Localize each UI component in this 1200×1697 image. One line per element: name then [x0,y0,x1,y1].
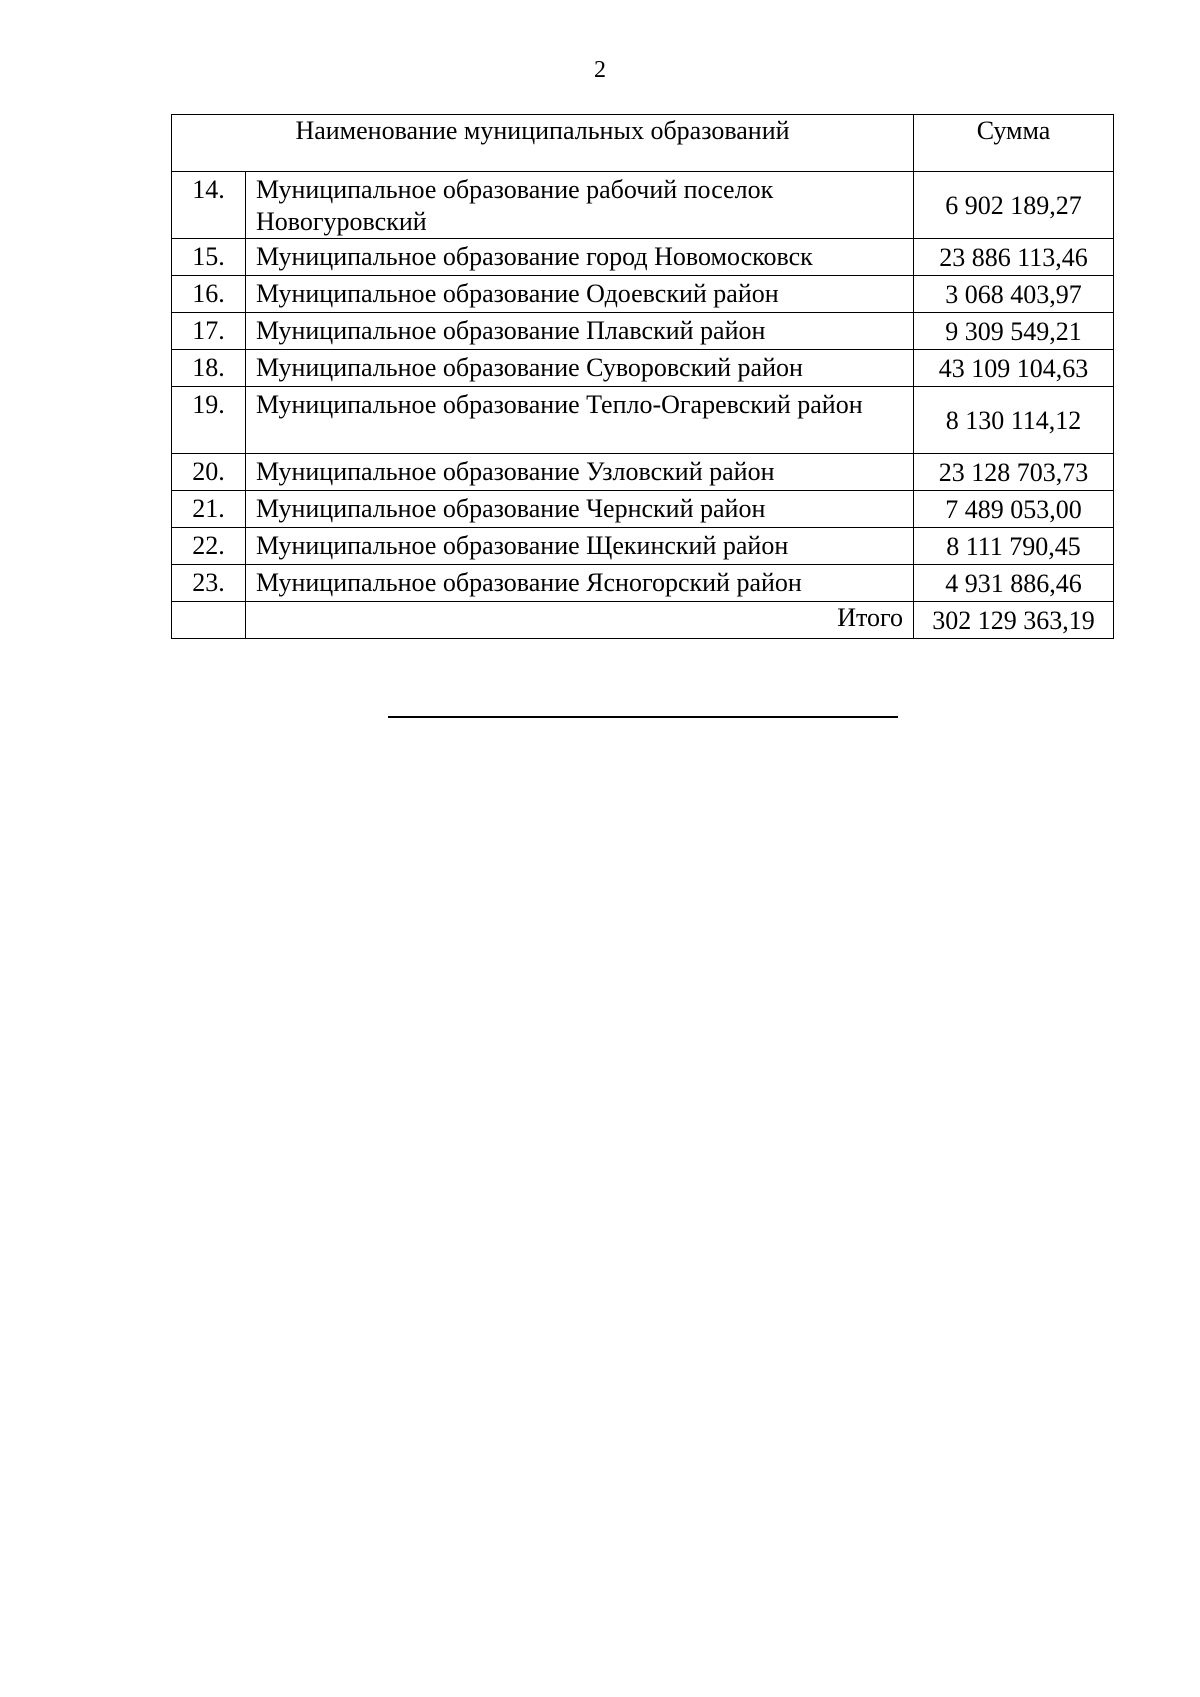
table-row [172,276,1114,313]
row-number: 20. [172,454,246,491]
row-number: 23. [172,565,246,602]
table-row [172,528,1114,565]
row-number: 21. [172,491,246,528]
table-body [172,172,1114,639]
row-sum: 23 128 703,73 [914,454,1114,491]
row-name: Муниципальное образование Суворовский район [246,350,914,387]
row-name: Муниципальное образование Ясногорский район [246,565,914,602]
row-number: 16. [172,276,246,313]
header-sum: Сумма [914,115,1114,172]
row-name: Муниципальное образование рабочий поселок Новогуровский [246,172,914,239]
municipal-sums-table [171,114,1114,639]
table-row [172,565,1114,602]
total-empty-cell [172,602,246,639]
row-name: Муниципальное образование Чернский район [246,491,914,528]
row-number: 17. [172,313,246,350]
row-number: 22. [172,528,246,565]
table-row [172,313,1114,350]
row-sum: 9 309 549,21 [914,313,1114,350]
row-number: 15. [172,239,246,276]
table-row [172,239,1114,276]
row-name: Муниципальное образование Узловский район [246,454,914,491]
header-name: Наименование муниципальных образований [172,115,914,172]
row-sum: 23 886 113,46 [914,239,1114,276]
row-sum: 7 489 053,00 [914,491,1114,528]
row-number: 14. [172,172,246,239]
row-sum: 8 130 114,12 [914,387,1114,454]
row-sum: 6 902 189,27 [914,172,1114,239]
total-label: Итого [246,602,914,639]
row-sum: 8 111 790,45 [914,528,1114,565]
table-row [172,454,1114,491]
table-row [172,387,1114,454]
table-header-row [172,115,1114,172]
row-name: Муниципальное образование Плавский район [246,313,914,350]
row-number: 18. [172,350,246,387]
table-row [172,491,1114,528]
row-name: Муниципальное образование город Новомосковск [246,239,914,276]
total-sum: 302 129 363,19 [914,602,1114,639]
row-name: Муниципальное образование Тепло-Огаревский район [246,387,914,454]
row-name: Муниципальное образование Щекинский район [246,528,914,565]
row-name: Муниципальное образование Одоевский район [246,276,914,313]
page-number: 2 [594,57,606,83]
row-sum: 3 068 403,97 [914,276,1114,313]
end-divider-line [388,716,898,718]
row-sum: 4 931 886,46 [914,565,1114,602]
row-number: 19. [172,387,246,454]
row-sum: 43 109 104,63 [914,350,1114,387]
table-row [172,172,1114,239]
total-row [172,602,1114,639]
table-row [172,350,1114,387]
